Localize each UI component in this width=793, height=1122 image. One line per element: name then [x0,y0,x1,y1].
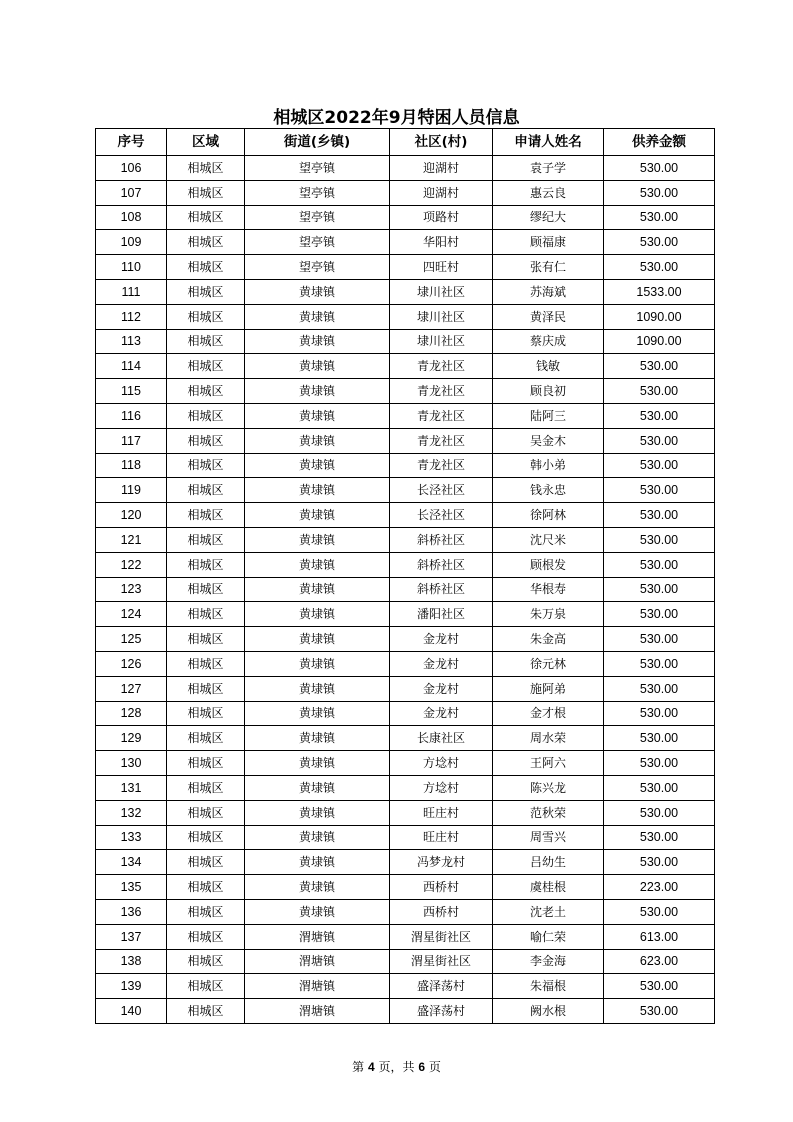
table-row [96,205,715,230]
cell-applicant: 钱永忠 [493,478,604,503]
table-row [96,825,715,850]
cell-town: 黄埭镇 [245,825,390,850]
table-row [96,552,715,577]
table-row [96,478,715,503]
cell-applicant: 顾根发 [493,552,604,577]
cell-district: 相城区 [167,924,245,949]
column-header-applicant: 申请人姓名 [493,129,604,156]
cell-district: 相城区 [167,527,245,552]
table-row [96,428,715,453]
cell-community: 青龙社区 [390,428,493,453]
cell-index: 113 [96,329,167,354]
cell-amount: 1090.00 [604,304,715,329]
page-footer [0,1058,793,1075]
cell-district: 相城区 [167,379,245,404]
cell-amount: 530.00 [604,850,715,875]
column-header-district: 区域 [167,129,245,156]
cell-town: 渭塘镇 [245,974,390,999]
cell-amount: 623.00 [604,949,715,974]
table-row [96,577,715,602]
cell-applicant: 顾福康 [493,230,604,255]
column-header-index: 序号 [96,129,167,156]
table-row [96,156,715,181]
cell-amount: 530.00 [604,503,715,528]
cell-applicant: 华根寿 [493,577,604,602]
table-row [96,354,715,379]
cell-town: 望亭镇 [245,255,390,280]
cell-town: 黄埭镇 [245,676,390,701]
cell-index: 129 [96,726,167,751]
cell-town: 渭塘镇 [245,949,390,974]
cell-index: 140 [96,999,167,1024]
cell-amount: 530.00 [604,651,715,676]
cell-index: 121 [96,527,167,552]
cell-amount: 530.00 [604,825,715,850]
cell-amount: 530.00 [604,751,715,776]
cell-index: 133 [96,825,167,850]
cell-amount: 613.00 [604,924,715,949]
cell-town: 望亭镇 [245,205,390,230]
cell-applicant: 徐阿林 [493,503,604,528]
table-header-row [96,129,715,156]
cell-amount: 530.00 [604,775,715,800]
cell-applicant: 钱敏 [493,354,604,379]
cell-index: 116 [96,403,167,428]
table-row [96,304,715,329]
table-row [96,701,715,726]
cell-applicant: 朱金高 [493,627,604,652]
cell-district: 相城区 [167,428,245,453]
cell-town: 黄埭镇 [245,279,390,304]
cell-community: 西桥村 [390,875,493,900]
cell-amount: 1533.00 [604,279,715,304]
cell-district: 相城区 [167,205,245,230]
cell-applicant: 黄泽民 [493,304,604,329]
cell-community: 青龙社区 [390,403,493,428]
cell-amount: 223.00 [604,875,715,900]
cell-applicant: 范秋荣 [493,800,604,825]
cell-district: 相城区 [167,825,245,850]
cell-community: 华阳村 [390,230,493,255]
cell-index: 130 [96,751,167,776]
cell-town: 望亭镇 [245,230,390,255]
cell-applicant: 蔡庆成 [493,329,604,354]
cell-community: 斜桥社区 [390,552,493,577]
cell-town: 黄埭镇 [245,850,390,875]
cell-town: 黄埭镇 [245,875,390,900]
cell-town: 望亭镇 [245,180,390,205]
cell-community: 迎湖村 [390,156,493,181]
cell-town: 黄埭镇 [245,379,390,404]
cell-amount: 530.00 [604,602,715,627]
cell-applicant: 金才根 [493,701,604,726]
cell-index: 126 [96,651,167,676]
cell-applicant: 周雪兴 [493,825,604,850]
cell-community: 冯梦龙村 [390,850,493,875]
cell-applicant: 沈尺米 [493,527,604,552]
table-row [96,230,715,255]
cell-amount: 530.00 [604,800,715,825]
cell-community: 四旺村 [390,255,493,280]
cell-applicant: 徐元林 [493,651,604,676]
cell-index: 138 [96,949,167,974]
table-row [96,726,715,751]
cell-district: 相城区 [167,701,245,726]
cell-district: 相城区 [167,329,245,354]
table-row [96,850,715,875]
cell-amount: 530.00 [604,379,715,404]
cell-applicant: 顾良初 [493,379,604,404]
cell-community: 潘阳社区 [390,602,493,627]
cell-district: 相城区 [167,775,245,800]
table-row [96,627,715,652]
cell-community: 青龙社区 [390,379,493,404]
cell-town: 黄埭镇 [245,403,390,428]
cell-town: 黄埭镇 [245,775,390,800]
table-row [96,651,715,676]
cell-town: 渭塘镇 [245,999,390,1024]
column-header-amount: 供养金额 [604,129,715,156]
cell-applicant: 吕幼生 [493,850,604,875]
cell-district: 相城区 [167,627,245,652]
cell-community: 斜桥社区 [390,527,493,552]
table-row [96,751,715,776]
cell-community: 青龙社区 [390,453,493,478]
cell-amount: 530.00 [604,428,715,453]
cell-district: 相城区 [167,899,245,924]
cell-index: 136 [96,899,167,924]
cell-index: 137 [96,924,167,949]
cell-district: 相城区 [167,651,245,676]
cell-index: 107 [96,180,167,205]
cell-applicant: 陈兴龙 [493,775,604,800]
cell-town: 黄埭镇 [245,602,390,627]
cell-applicant: 沈老土 [493,899,604,924]
cell-community: 斜桥社区 [390,577,493,602]
table-row [96,279,715,304]
cell-amount: 530.00 [604,676,715,701]
cell-town: 黄埭镇 [245,503,390,528]
cell-district: 相城区 [167,974,245,999]
cell-community: 方埝村 [390,775,493,800]
cell-amount: 530.00 [604,899,715,924]
cell-community: 西桥村 [390,899,493,924]
table-row [96,453,715,478]
cell-index: 122 [96,552,167,577]
cell-community: 旺庄村 [390,825,493,850]
cell-index: 123 [96,577,167,602]
cell-district: 相城区 [167,949,245,974]
cell-index: 112 [96,304,167,329]
cell-district: 相城区 [167,800,245,825]
cell-index: 132 [96,800,167,825]
table-row [96,602,715,627]
table-row [96,999,715,1024]
cell-index: 109 [96,230,167,255]
cell-district: 相城区 [167,726,245,751]
cell-community: 长泾社区 [390,503,493,528]
cell-town: 黄埭镇 [245,329,390,354]
footer-page-number: 4 [367,1060,375,1074]
cell-district: 相城区 [167,304,245,329]
cell-amount: 530.00 [604,577,715,602]
table-row [96,800,715,825]
cell-applicant: 袁子学 [493,156,604,181]
table-row [96,949,715,974]
footer-suffix: 页 [428,1060,441,1074]
cell-index: 106 [96,156,167,181]
table-row [96,527,715,552]
cell-community: 金龙村 [390,701,493,726]
cell-index: 128 [96,701,167,726]
cell-district: 相城区 [167,577,245,602]
cell-applicant: 苏海斌 [493,279,604,304]
cell-district: 相城区 [167,602,245,627]
cell-applicant: 张有仁 [493,255,604,280]
table-row [96,676,715,701]
cell-applicant: 周水荣 [493,726,604,751]
cell-index: 110 [96,255,167,280]
cell-community: 埭川社区 [390,329,493,354]
cell-town: 黄埭镇 [245,701,390,726]
cell-district: 相城区 [167,875,245,900]
cell-district: 相城区 [167,999,245,1024]
table-body [96,156,715,1024]
footer-middle: 页，共 [378,1060,415,1074]
cell-town: 黄埭镇 [245,651,390,676]
cell-community: 渭星街社区 [390,949,493,974]
cell-index: 114 [96,354,167,379]
cell-applicant: 缪纪大 [493,205,604,230]
cell-district: 相城区 [167,850,245,875]
cell-community: 金龙村 [390,676,493,701]
data-table [95,128,715,1024]
cell-community: 盛泽荡村 [390,999,493,1024]
table-row [96,974,715,999]
cell-town: 黄埭镇 [245,627,390,652]
cell-index: 124 [96,602,167,627]
cell-index: 119 [96,478,167,503]
cell-amount: 530.00 [604,527,715,552]
cell-applicant: 喻仁荣 [493,924,604,949]
column-header-town: 街道(乡镇) [245,129,390,156]
cell-town: 黄埭镇 [245,428,390,453]
cell-town: 黄埭镇 [245,354,390,379]
cell-amount: 530.00 [604,726,715,751]
cell-index: 115 [96,379,167,404]
cell-district: 相城区 [167,156,245,181]
cell-amount: 530.00 [604,354,715,379]
cell-amount: 530.00 [604,205,715,230]
cell-amount: 530.00 [604,453,715,478]
cell-applicant: 朱福根 [493,974,604,999]
cell-applicant: 施阿弟 [493,676,604,701]
cell-community: 金龙村 [390,651,493,676]
cell-applicant: 王阿六 [493,751,604,776]
cell-amount: 530.00 [604,403,715,428]
cell-community: 盛泽荡村 [390,974,493,999]
cell-community: 金龙村 [390,627,493,652]
cell-district: 相城区 [167,354,245,379]
cell-community: 方埝村 [390,751,493,776]
cell-amount: 530.00 [604,255,715,280]
cell-town: 望亭镇 [245,156,390,181]
cell-index: 125 [96,627,167,652]
cell-index: 134 [96,850,167,875]
cell-applicant: 朱万泉 [493,602,604,627]
cell-town: 黄埭镇 [245,304,390,329]
cell-community: 长康社区 [390,726,493,751]
footer-prefix: 第 [352,1060,365,1074]
cell-index: 118 [96,453,167,478]
cell-town: 渭塘镇 [245,924,390,949]
cell-amount: 530.00 [604,974,715,999]
table-row [96,924,715,949]
column-header-community: 社区(村) [390,129,493,156]
cell-community: 迎湖村 [390,180,493,205]
cell-district: 相城区 [167,478,245,503]
cell-amount: 530.00 [604,230,715,255]
cell-town: 黄埭镇 [245,800,390,825]
cell-town: 黄埭镇 [245,527,390,552]
cell-town: 黄埭镇 [245,899,390,924]
cell-applicant: 虞桂根 [493,875,604,900]
table-row [96,503,715,528]
cell-applicant: 韩小弟 [493,453,604,478]
cell-applicant: 李金海 [493,949,604,974]
cell-amount: 530.00 [604,701,715,726]
cell-district: 相城区 [167,279,245,304]
cell-community: 埭川社区 [390,279,493,304]
cell-index: 139 [96,974,167,999]
page-title: 相城区2022年9月特困人员信息 [273,108,520,128]
cell-town: 黄埭镇 [245,552,390,577]
cell-index: 135 [96,875,167,900]
cell-amount: 530.00 [604,627,715,652]
table-row [96,775,715,800]
cell-town: 黄埭镇 [245,751,390,776]
cell-index: 108 [96,205,167,230]
cell-amount: 1090.00 [604,329,715,354]
cell-district: 相城区 [167,403,245,428]
cell-district: 相城区 [167,676,245,701]
table-row [96,379,715,404]
table-row [96,180,715,205]
cell-amount: 530.00 [604,180,715,205]
table-row [96,875,715,900]
cell-district: 相城区 [167,751,245,776]
cell-district: 相城区 [167,503,245,528]
cell-community: 埭川社区 [390,304,493,329]
cell-community: 渭星街社区 [390,924,493,949]
cell-applicant: 吴金木 [493,428,604,453]
cell-applicant: 惠云良 [493,180,604,205]
cell-applicant: 阙水根 [493,999,604,1024]
table-row [96,255,715,280]
cell-district: 相城区 [167,180,245,205]
cell-district: 相城区 [167,552,245,577]
cell-amount: 530.00 [604,999,715,1024]
cell-town: 黄埭镇 [245,478,390,503]
cell-amount: 530.00 [604,156,715,181]
cell-town: 黄埭镇 [245,577,390,602]
cell-amount: 530.00 [604,478,715,503]
cell-town: 黄埭镇 [245,453,390,478]
cell-community: 旺庄村 [390,800,493,825]
cell-amount: 530.00 [604,552,715,577]
cell-community: 青龙社区 [390,354,493,379]
footer-page-total: 6 [418,1060,426,1074]
cell-community: 项路村 [390,205,493,230]
cell-district: 相城区 [167,255,245,280]
table-row [96,899,715,924]
cell-community: 长泾社区 [390,478,493,503]
cell-applicant: 陆阿三 [493,403,604,428]
cell-index: 111 [96,279,167,304]
cell-district: 相城区 [167,453,245,478]
cell-index: 131 [96,775,167,800]
cell-town: 黄埭镇 [245,726,390,751]
cell-index: 120 [96,503,167,528]
table-row [96,403,715,428]
cell-district: 相城区 [167,230,245,255]
table-row [96,329,715,354]
cell-index: 117 [96,428,167,453]
cell-index: 127 [96,676,167,701]
